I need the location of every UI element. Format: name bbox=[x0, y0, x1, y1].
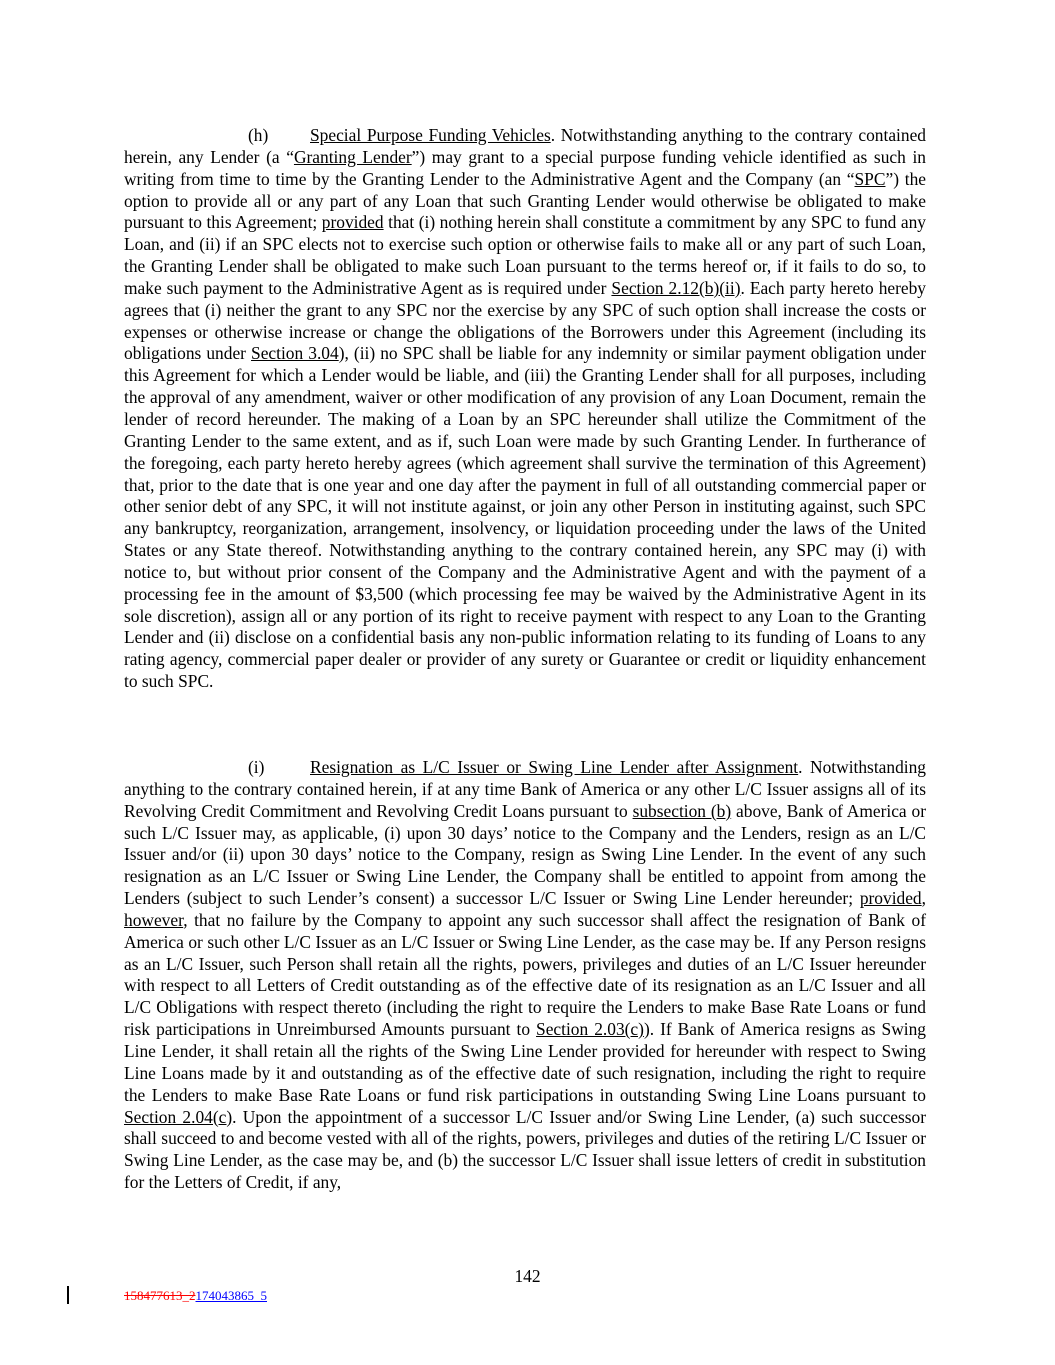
section-h-number: (h) bbox=[248, 125, 269, 145]
text-run: ”) the option to provide all or any part of any Loan that such Granting Lender would otherwise be obligated to make pursuant to this Agreement; bbox=[124, 168, 926, 233]
section-i-number: (i) bbox=[248, 757, 265, 777]
text-run: ”) may grant to a special purpose funding vehicle identified as such in writing from time to time by the Granting Lender to the Administrative Agent and the Company (an “ bbox=[124, 146, 926, 189]
text-run: above, Bank of America or such L/C Issuer may, as applicable, (i) upon 30 days’ notice to the Company and the Lenders, resign as an L/C Issuer and/or (ii) upon 30 days’ notice to the Company, resign as Swing Line Lender. In the event of any such resignation as an L/C Issuer or Swing Line Lender, the Company shall be entitled to appoint from among the Lenders (subject to such Lender’s consent) a successor L/C Issuer or Swing Line Lender hereunder; bbox=[124, 800, 927, 909]
text-run: . Notwithstanding anything to the contrary contained herein, any Lender (a “ bbox=[124, 125, 926, 167]
text-run: , bbox=[921, 888, 926, 909]
section-h-heading: Special Purpose Funding Vehicles bbox=[310, 125, 551, 145]
section-reference: Section 2.04(c) bbox=[124, 1106, 233, 1127]
provided-term: provided bbox=[321, 212, 384, 233]
text-run: , that no failure by the Company to appoint any such successor shall affect the resignation of Bank of America or such other L/C Issuer as an L/C Issuer or Swing Line Lender, as the case may be. If any Person resigns as an L/C Issuer, such Person shall retain all the rights, powers, privileges and duties of an L/C Issuer hereunder with respect to all Letters of Credit outstanding as of the effective date of its resignation as an L/C Issuer and all L/C Obligations with respect thereto (including the right to require the Lenders to make Base Rate Loans or fund risk participations in Unreimbursed Amounts pursuant to bbox=[124, 909, 926, 1040]
text-run: . Each party hereto hereby agrees that (i) neither the grant to any SPC nor the exercise by any SPC of such option shall increase the costs or expenses or otherwise increase or change the obligations of the Borrowers under this Agreement (including its obligations under bbox=[124, 277, 927, 364]
section-h-paragraph bbox=[124, 125, 926, 693]
revision-change-bar bbox=[67, 1286, 69, 1304]
section-i-paragraph bbox=[124, 757, 926, 1194]
defined-term-spc: SPC bbox=[854, 168, 886, 189]
section-reference: subsection (b) bbox=[632, 800, 732, 821]
document-id-inserted: 174043865_5 bbox=[195, 1288, 267, 1303]
page-number: 142 bbox=[514, 1266, 541, 1286]
document-id bbox=[124, 1288, 267, 1304]
text-run: ), (ii) no SPC shall be liable for any indemnity or similar payment obligation under this Agreement for which a Lender would be liable, and (iii) the Granting Lender shall for all purposes, including the approval of any amendment, waiver or other modification of any provision of any Loan Document, remain the lender of record hereunder. The making of a Loan by an SPC hereunder shall utilize the Commitment of the Granting Lender to the same extent, and as if, such Loan were made by such Granting Lender. In furtherance of the foregoing, each party hereto hereby agrees (which agreement shall survive the termination of this Agreement) that, prior to the date that is one year and one day after the payment in full of all outstanding commercial paper or other senior debt of any SPC, it will not institute against, or join any other Person in instituting against, such SPC any bankruptcy, reorganization, arrangement, insolvency, or liquidation proceeding under the laws of the United States or any State thereof. Notwithstanding anything to the contrary contained herein, any SPC may (i) with notice to, but without prior consent of the Company and the Administrative Agent and with the payment of a processing fee in the amount of $3,500 (which processing fee may be waived by the Administrative Agent in its sole discretion), assign all or any portion of its right to receive payment with respect to any Loan to the Granting Lender and (ii) disclose on a confidential basis any non-public information relating to its funding of Loans to any rating agency, commercial paper dealer or provider of any surety or Guarantee or credit or liquidity enhancement to such SPC. bbox=[124, 343, 926, 692]
defined-term-granting-lender: Granting Lender bbox=[293, 146, 412, 167]
text-run: . Upon the appointment of a successor L/C Issuer and/or Swing Line Lender, (a) such successor shall succeed to and become vested with all of the rights, powers, privileges and duties of the retiring L/C Issuer or Swing Line Lender, as the case may be, and (b) the successor L/C Issuer shall issue letters of credit in substitution for the Letters of Credit, if any, bbox=[124, 1106, 926, 1193]
section-reference: Section 3.04 bbox=[251, 343, 339, 364]
provided-term: provided bbox=[859, 888, 922, 909]
text-run: that (i) nothing herein shall constitute a commitment by any SPC to fund any Loan, and (ii) if an SPC elects not to exercise such option or otherwise fails to make all or any part of such Loan, the Granting Lender shall be obligated to make such Loan pursuant to the terms hereof or, if it fails to do so, to make such payment to the Administrative Agent as is required under bbox=[124, 212, 927, 298]
section-reference: Section 2.03(c) bbox=[536, 1019, 644, 1040]
text-run: ). If Bank of America resigns as Swing Line Lender, it shall retain all the rights of the Swing Line Lender provided for hereunder with respect to Swing Line Loans made by it and outstanding as of the effective date of such resignation, including the right to require the Lenders to make Base Rate Loans or fund risk participations in outstanding Swing Line Loans pursuant to bbox=[124, 1019, 927, 1105]
section-reference: Section 2.12(b)(ii) bbox=[611, 277, 741, 298]
text-run: . Notwithstanding anything to the contrary contained herein, if at any time Bank of America or any other L/C Issuer assigns all of its Revolving Credit Commitment and Revolving Credit Loans pursuant to bbox=[124, 757, 926, 821]
section-i-heading: Resignation as L/C Issuer or Swing Line Lender after Assignment bbox=[310, 757, 799, 777]
however-term: however bbox=[124, 909, 184, 930]
document-id-deleted: 158477613_2 bbox=[124, 1288, 196, 1303]
